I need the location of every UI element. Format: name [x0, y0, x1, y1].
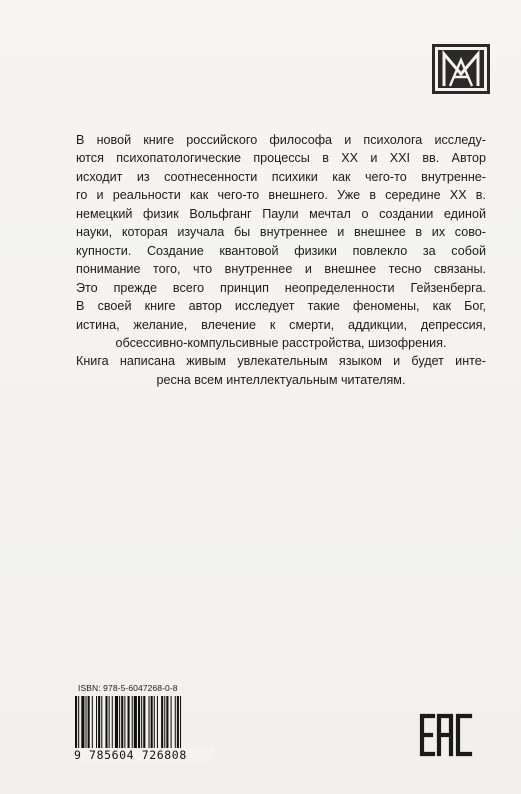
blurb-line: В новой книге российского философа и психолога исследу-	[76, 133, 486, 147]
blurb-line: истина, желание, влечение к смерти, аддикции, депрессия,	[76, 317, 486, 332]
blurb-line: ются психопатологические процессы в XX и XXI вв. Автор	[76, 151, 486, 166]
blurb-line: немецкий физик Вольфганг Паули мечтал о создании единой	[76, 206, 486, 221]
barcode-icon	[74, 696, 214, 754]
blurb-line: В своей книге автор исследует такие феномены, как Бог,	[76, 299, 486, 314]
blurb-line: Книга написана живым увлекательным языком и будет инте-	[76, 354, 486, 369]
blurb-line: ресна всем интеллектуальным читателям.	[156, 372, 406, 387]
publisher-logo-icon	[432, 44, 490, 94]
blurb-line: исходит из соотнесенности психики как чего-то внутренне-	[76, 169, 486, 184]
blurb-line: го и реальности как чего-то внешнего. Уже в середине XX в.	[76, 188, 486, 203]
eac-mark-icon	[418, 712, 476, 758]
blurb-line: науки, которая изучала бы внутреннее и внешнее в их сово-	[76, 225, 486, 240]
barcode-digits: 9 785604 726808	[74, 748, 214, 762]
annotation-text	[76, 131, 486, 389]
blurb-line: обсессивно-компульсивные расстройства, шизофрения.	[115, 335, 447, 350]
isbn-label: ISBN: 978-5-6047268-0-8	[78, 683, 178, 693]
blurb-line: понимание того, что внутреннее и внешнее тесно связаны.	[76, 262, 486, 277]
blurb-line: Это прежде всего принцип неопределенности Гейзенберга.	[76, 280, 486, 295]
blurb-line: купности. Создание квантовой физики повлекло за собой	[76, 243, 486, 258]
